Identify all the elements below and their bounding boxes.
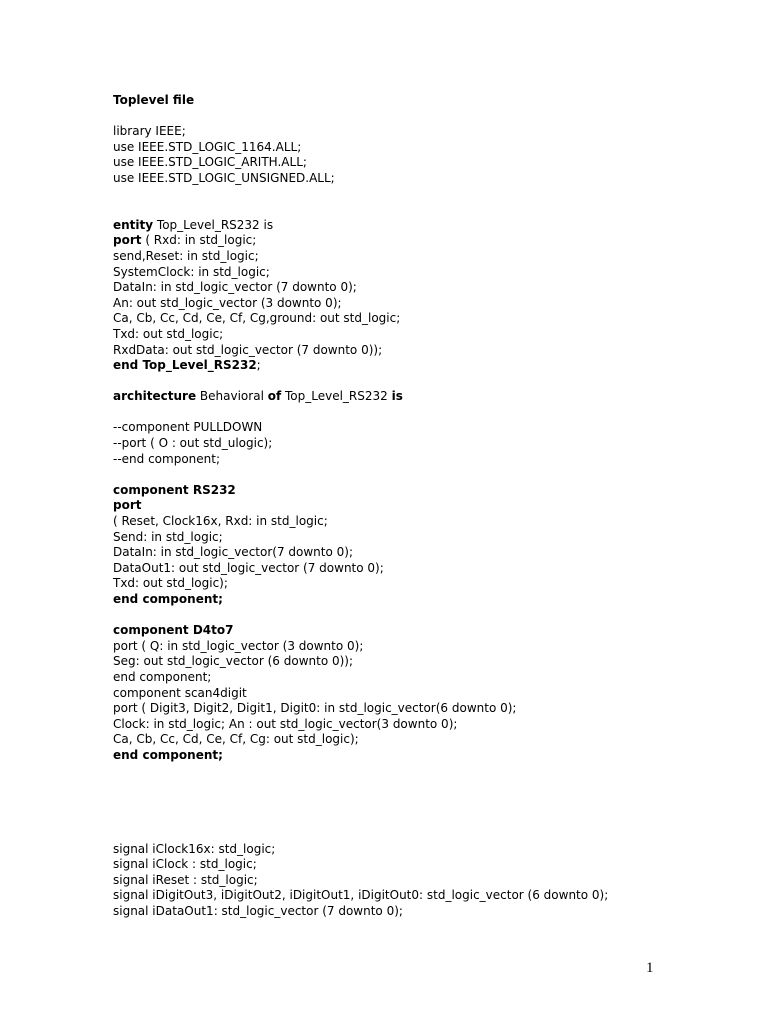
entity-header-text: Top_Level_RS232 is: [153, 217, 274, 232]
code-line: Clock: in std_logic; An : out std_logic_vector(3 downto 0);: [113, 716, 458, 731]
port-first-text: ( Rxd: in std_logic;: [141, 233, 257, 248]
rs232-port-line: DataIn: in std_logic_vector(7 downto 0);: [113, 545, 353, 560]
keyword-is: is: [391, 389, 403, 404]
keyword-entity: entity: [113, 217, 154, 232]
rs232-port-line: Txd: out std_logic);: [113, 576, 228, 591]
entity-header-line: [113, 218, 753, 234]
blank-line: [113, 202, 753, 218]
keyword-of: of: [267, 389, 282, 404]
blank-line: [113, 109, 753, 125]
keyword-port: port: [113, 233, 142, 248]
rs232-port-line: Send: in std_logic;: [113, 529, 223, 544]
signal-declaration: signal iDigitOut3, iDigitOut2, iDigitOut1, iDigitOut0: std_logic_vector (6 downto 0);: [113, 888, 609, 903]
use-line: use IEEE.STD_LOGIC_1164.ALL;: [113, 139, 302, 154]
signal-declaration: signal iClock16x: std_logic;: [113, 841, 276, 856]
signal-declaration: signal iDataOut1: std_logic_vector (7 downto 0);: [113, 903, 403, 918]
signal-declaration: signal iReset : std_logic;: [113, 872, 258, 887]
port-declaration: send,Reset: in std_logic;: [113, 248, 259, 263]
d4to7-component-header: component D4to7: [113, 623, 234, 638]
blank-line: [113, 795, 753, 811]
entity-end-semicolon: ;: [256, 358, 261, 373]
code-line: Ca, Cb, Cc, Cd, Ce, Cf, Cg: out std_logic);: [113, 732, 359, 747]
d4to7-end-component: end component;: [113, 747, 223, 762]
rs232-end-component: end component;: [113, 592, 223, 606]
use-line: use IEEE.STD_LOGIC_ARITH.ALL;: [113, 155, 307, 170]
blank-line: [113, 810, 753, 826]
comment-line: --port ( O : out std_ulogic);: [113, 436, 273, 451]
blank-line: [113, 826, 753, 842]
page-number: 1: [646, 960, 654, 976]
signal-declaration: signal iClock : std_logic;: [113, 857, 257, 872]
code-line: Seg: out std_logic_vector (6 downto 0));: [113, 654, 354, 669]
port-declaration: DataIn: in std_logic_vector (7 downto 0);: [113, 280, 357, 295]
architecture-name: Behavioral: [196, 389, 268, 404]
blank-line: [113, 608, 753, 624]
rs232-port-keyword: port: [113, 498, 142, 513]
blank-line: [113, 764, 753, 780]
blank-line: [113, 405, 753, 421]
entity-end-keyword: end Top_Level_RS232: [113, 358, 257, 373]
document-body: [113, 93, 753, 919]
comment-line: --end component;: [113, 451, 221, 466]
code-line: component scan4digit: [113, 685, 247, 700]
code-line: port ( Q: in std_logic_vector (3 downto 0);: [113, 638, 364, 653]
library-line: library IEEE;: [113, 124, 186, 139]
rs232-port-line: DataOut1: out std_logic_vector (7 downto 0);: [113, 560, 384, 575]
document-heading: Toplevel file: [113, 93, 195, 107]
entity-port-line: [113, 233, 753, 249]
architecture-line: [113, 389, 753, 405]
rs232-component-header: component RS232: [113, 482, 236, 497]
port-declaration: Txd: out std_logic;: [113, 326, 224, 341]
architecture-entity: Top_Level_RS232: [281, 389, 392, 404]
port-declaration: An: out std_logic_vector (3 downto 0);: [113, 295, 342, 310]
use-line: use IEEE.STD_LOGIC_UNSIGNED.ALL;: [113, 170, 335, 185]
code-line: end component;: [113, 669, 212, 684]
blank-line: [113, 467, 753, 483]
port-declaration: RxdData: out std_logic_vector (7 downto 0));: [113, 342, 383, 357]
port-declaration: SystemClock: in std_logic;: [113, 264, 270, 279]
blank-line: [113, 187, 753, 203]
comment-line: --component PULLDOWN: [113, 420, 263, 435]
keyword-architecture: architecture: [113, 389, 197, 404]
blank-line: [113, 779, 753, 795]
port-declaration: Ca, Cb, Cc, Cd, Ce, Cf, Cg,ground: out std_logic;: [113, 311, 401, 326]
code-line: port ( Digit3, Digit2, Digit1, Digit0: in std_logic_vector(6 downto 0);: [113, 701, 517, 716]
blank-line: [113, 374, 753, 390]
entity-end-line: [113, 358, 753, 374]
rs232-port-line: ( Reset, Clock16x, Rxd: in std_logic;: [113, 514, 328, 529]
